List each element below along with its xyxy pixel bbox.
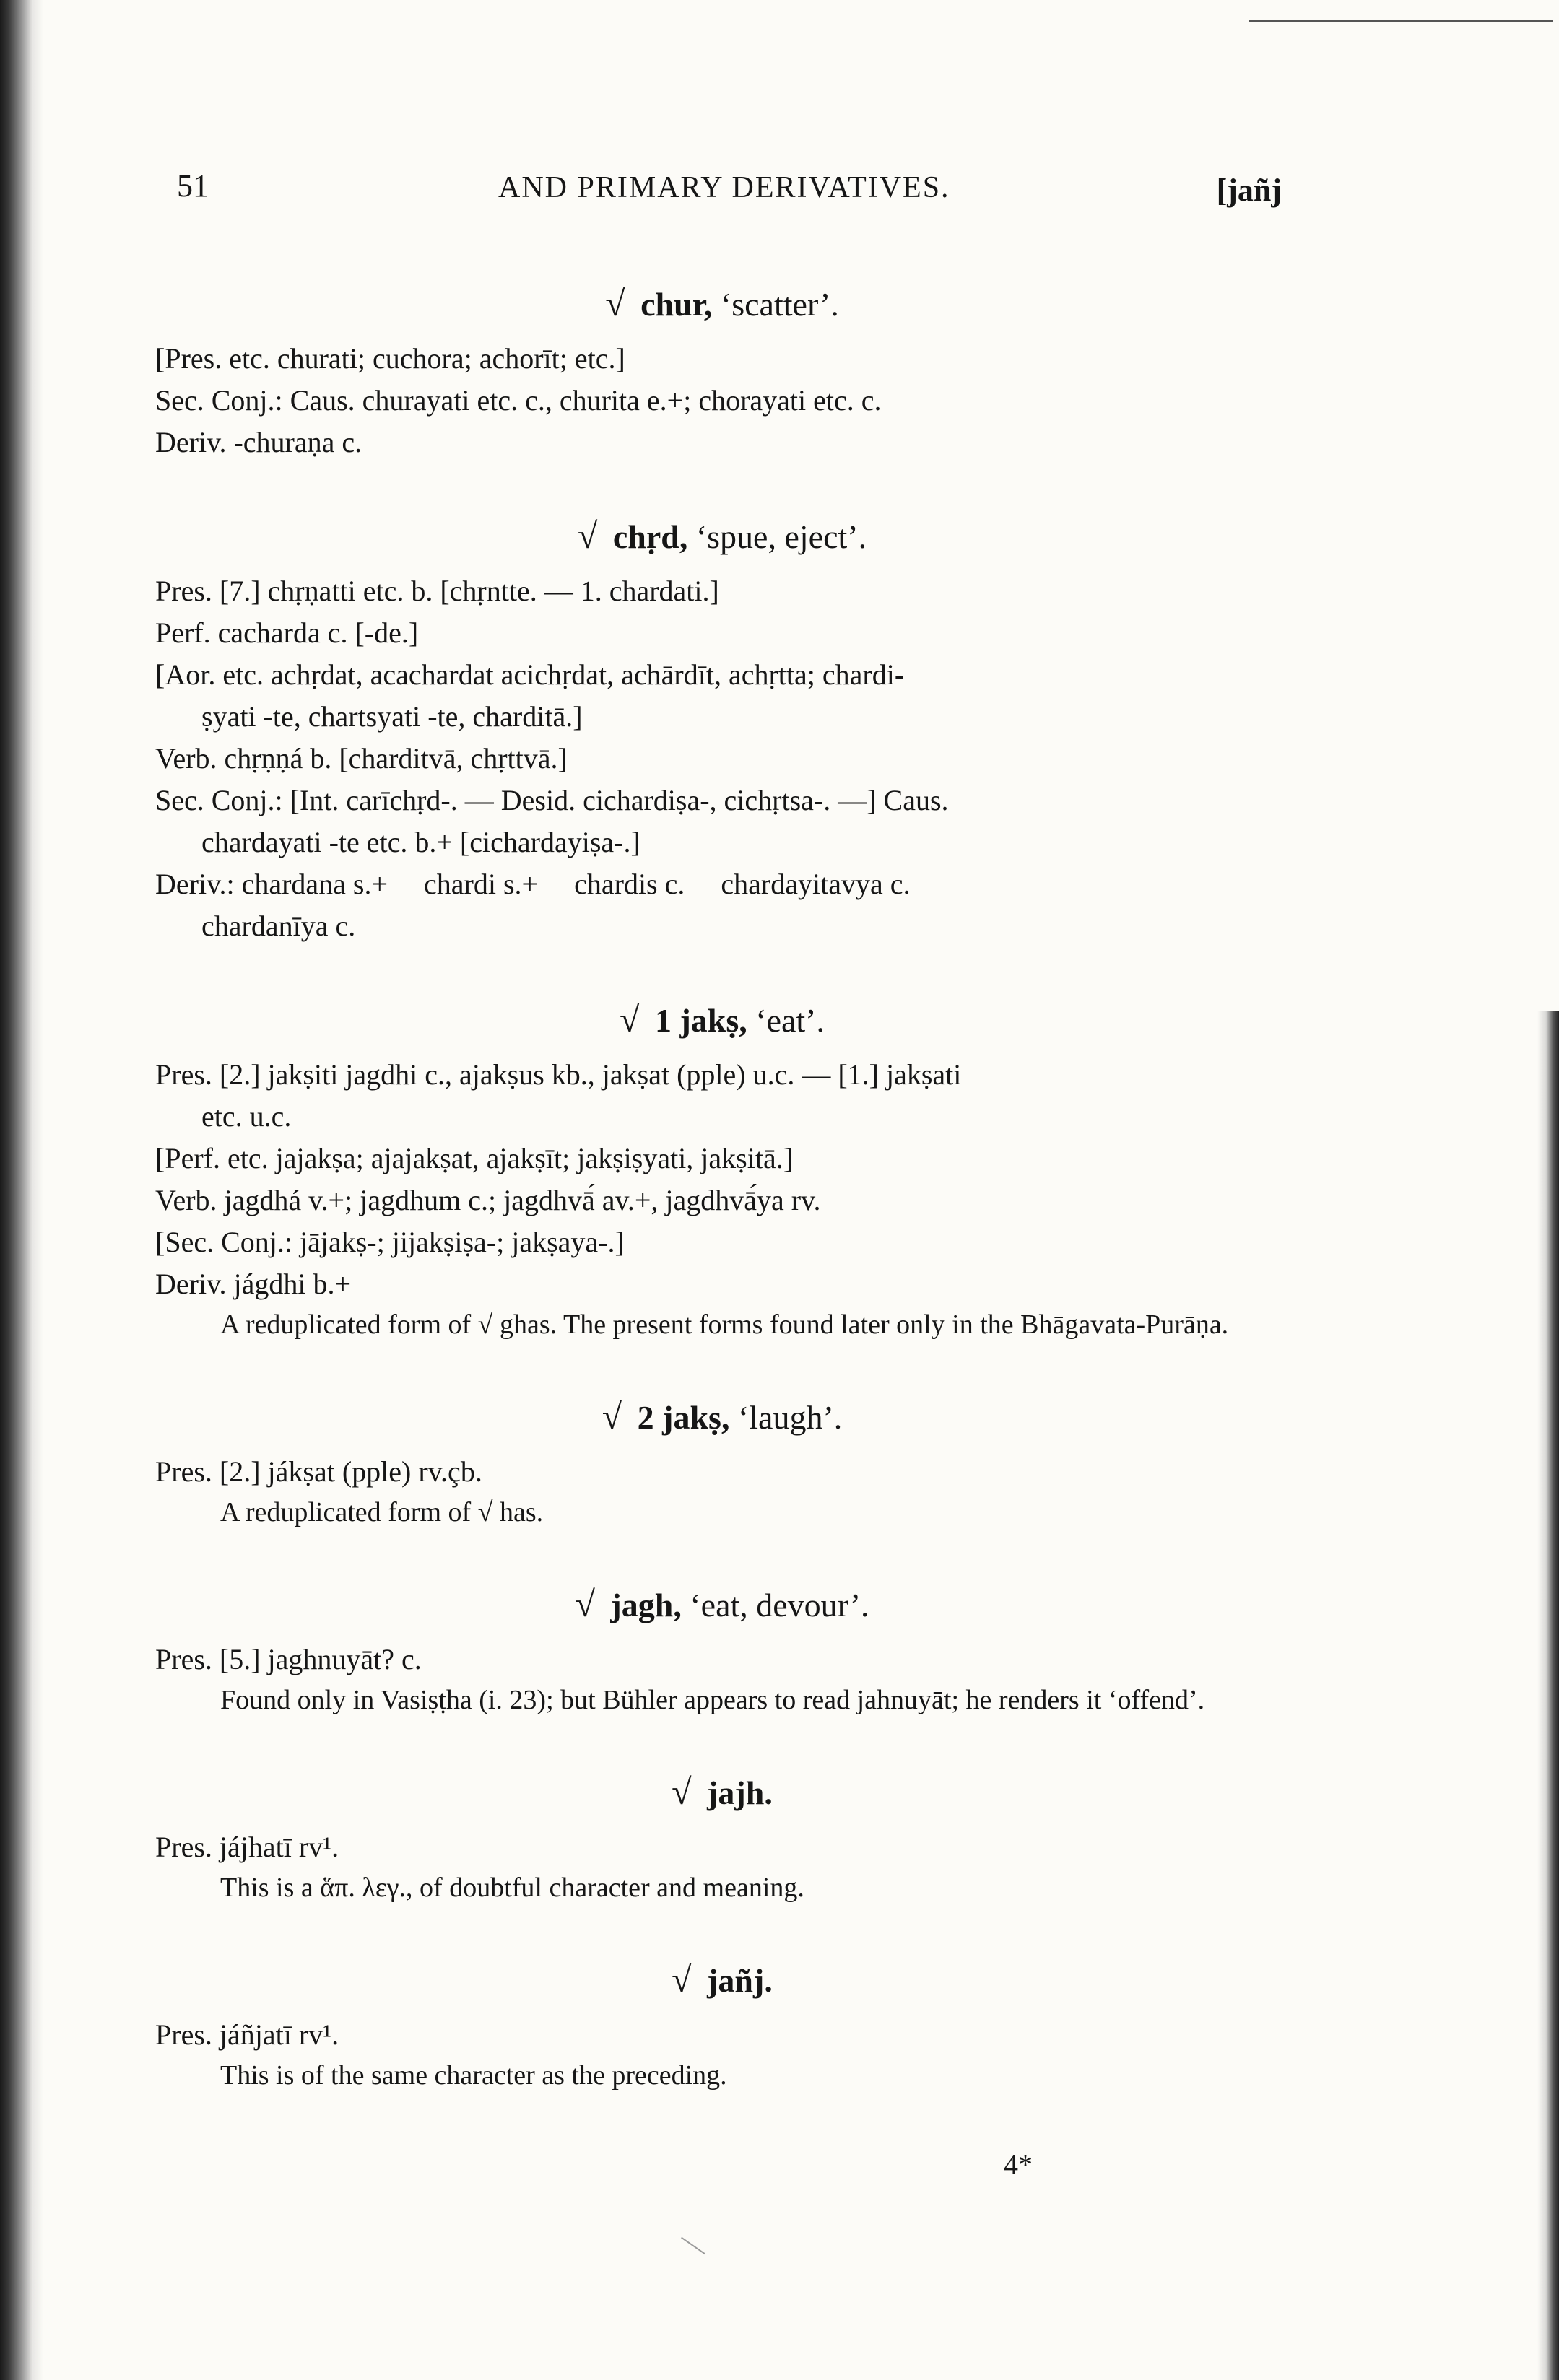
root-gloss: ‘spue, eject’. <box>695 518 867 555</box>
scan-edge-left <box>0 0 43 2380</box>
radical-sign: √ <box>672 1959 692 2000</box>
page-number: 51 <box>177 168 209 204</box>
root-word: jagh, <box>610 1587 682 1623</box>
entry-root-heading <box>155 282 1289 326</box>
root-word: jajh. <box>707 1774 773 1811</box>
entry-line: Deriv. jágdhi b.+ <box>155 1268 352 1300</box>
root-word: chṛd, <box>612 518 688 555</box>
radical-sign: √ <box>577 515 598 556</box>
entry-root-heading <box>155 1582 1289 1627</box>
entry-line: [Perf. etc. jajakṣa; ajajakṣat, ajakṣīt; jakṣiṣyati, jakṣitā.] <box>155 1142 794 1174</box>
running-header <box>177 167 1282 218</box>
entry-line: Verb. chṛṇṇá b. [charditvā, chṛttvā.] <box>155 742 568 775</box>
entry-line: Perf. cacharda c. [-de.] <box>155 616 419 649</box>
radical-sign: √ <box>672 1771 692 1812</box>
entry-chur <box>155 282 1289 463</box>
entry-jaks-1 <box>155 998 1289 1344</box>
signature-mark: 4* <box>1004 2148 1033 2181</box>
entry-root-heading <box>155 514 1289 559</box>
entry-line: Pres. jáñjatī rv¹. <box>155 2018 339 2051</box>
running-title: AND PRIMARY DERIVATIVES. <box>498 171 950 204</box>
entry-line: etc. u.c. <box>201 1100 292 1133</box>
radical-sign: √ <box>605 283 625 323</box>
entry-note: This is a ἅπ. λεγ., of doubtful character and meaning. <box>220 1873 804 1903</box>
entry-root-heading <box>155 1770 1289 1815</box>
entry-note: This is of the same character as the preceding. <box>220 2060 727 2091</box>
entry-root-heading <box>155 1958 1289 2002</box>
entry-line: Pres. [2.] jakṣiti jagdhi c., ajakṣus kb., jakṣat (pple) u.c. — [1.] jakṣati <box>155 1058 962 1091</box>
entry-line: [Sec. Conj.: jājakṣ-; jijakṣiṣa-; jakṣaya-.] <box>155 1226 625 1258</box>
entry-line: Pres. jájhatī rv¹. <box>155 1831 339 1863</box>
entry-note: A reduplicated form of √ ghas. The present forms found later only in the Bhāgavata-Purāṇa. <box>220 1309 1229 1340</box>
radical-sign: √ <box>602 1396 622 1437</box>
entry-line: Pres. [5.] jaghnuyāt? c. <box>155 1643 422 1675</box>
radical-sign: √ <box>575 1584 595 1624</box>
root-word: 2 jakṣ, <box>637 1399 730 1436</box>
entry-line: Sec. Conj.: Caus. churayati etc. c., churita e.+; chorayati etc. c. <box>155 384 882 417</box>
root-word: 1 jakṣ, <box>654 1002 747 1039</box>
entry-line: Pres. [2.] jákṣat (pple) rv.çb. <box>155 1455 482 1488</box>
root-gloss: ‘laugh’. <box>737 1399 843 1436</box>
entry-line: Deriv.: chardana s.+ chardi s.+ chardis c. chardayitavya c. <box>155 868 911 900</box>
entry-line: chardanīya c. <box>201 910 356 942</box>
entry-line: Pres. [7.] chṛṇatti etc. b. [chṛntte. — 1. chardati.] <box>155 575 719 607</box>
root-word: chur, <box>640 286 713 323</box>
scan-edge-right <box>1537 1011 1559 2380</box>
running-headword: [jañj <box>1216 173 1282 208</box>
entry-note: Found only in Vasiṣṭha (i. 23); but Bühler appears to read jahnuyāt; he renders it ‘offend’. <box>220 1685 1205 1715</box>
root-gloss: ‘scatter’. <box>720 286 839 323</box>
dictionary-entries <box>155 282 1289 2095</box>
root-gloss: ‘eat’. <box>755 1002 825 1039</box>
scan-speck <box>681 2237 705 2255</box>
entry-line: ṣyati -te, chartsyati -te, charditā.] <box>201 700 583 733</box>
root-word: jañj. <box>707 1962 773 1999</box>
root-gloss: ‘eat, devour’. <box>690 1587 869 1623</box>
entry-chrd <box>155 514 1289 947</box>
entry-line: [Aor. etc. achṛdat, acachardat acichṛdat, achārdīt, achṛtta; chardi- <box>155 658 905 691</box>
scan-rule-top <box>1249 20 1553 22</box>
entry-janj <box>155 1958 1289 2095</box>
entry-jagh <box>155 1582 1289 1719</box>
entry-note: A reduplicated form of √ has. <box>220 1497 544 1527</box>
entry-line: Deriv. -churaṇa c. <box>155 426 362 458</box>
entry-line: Sec. Conj.: [Int. carīchṛd-. — Desid. cichardiṣa-, cichṛtsa-. —] Caus. <box>155 784 949 816</box>
radical-sign: √ <box>619 999 640 1039</box>
entry-line: chardayati -te etc. b.+ [cichardayiṣa-.] <box>201 826 640 858</box>
entry-jajh <box>155 1770 1289 1907</box>
entry-root-heading <box>155 998 1289 1042</box>
entry-line: [Pres. etc. churati; cuchora; achorīt; etc.] <box>155 342 625 375</box>
entry-line: Verb. jagdhá v.+; jagdhum c.; jagdhvā́ av.+, jagdhvā́ya rv. <box>155 1184 821 1216</box>
entry-jaks-2 <box>155 1395 1289 1532</box>
entry-root-heading <box>155 1395 1289 1439</box>
